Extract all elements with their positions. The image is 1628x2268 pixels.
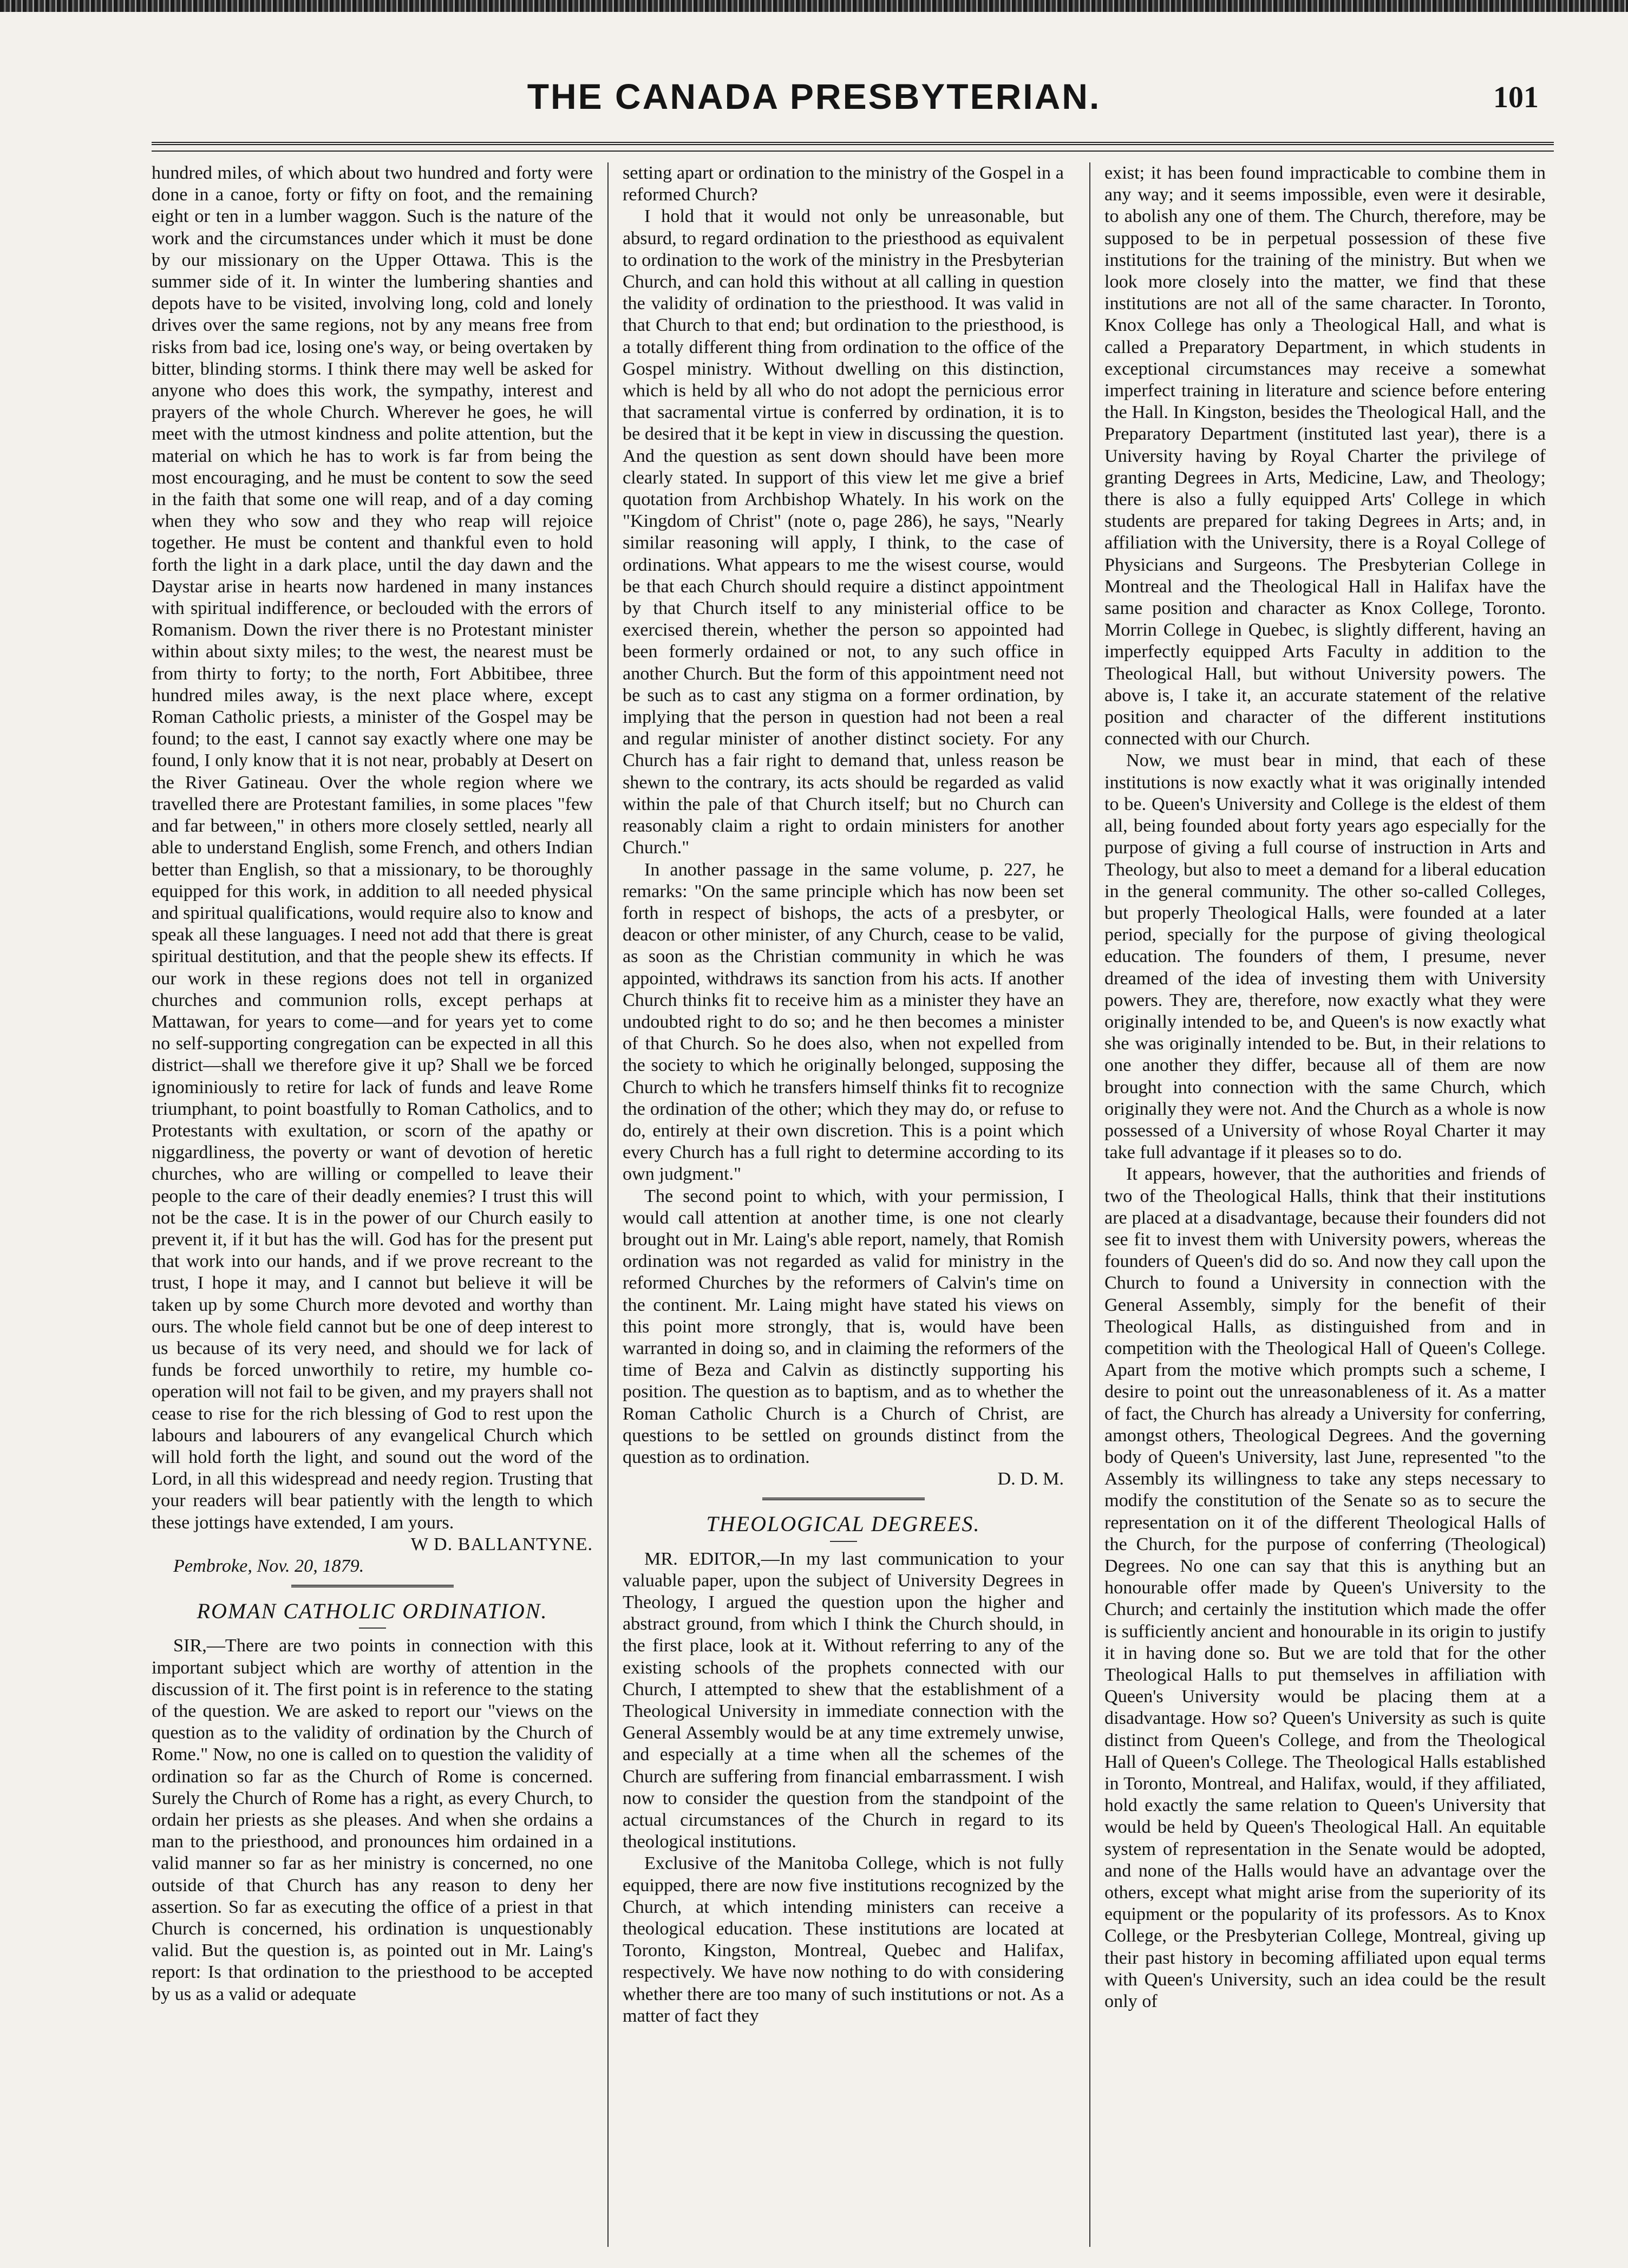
column-2 bbox=[623, 162, 1064, 2250]
column-3 bbox=[1104, 162, 1546, 2250]
heading-rule bbox=[359, 1628, 386, 1629]
column-1 bbox=[152, 162, 593, 2250]
article-paragraph: exist; it has been found impracticable to combine them in any way; and it seems impossible, even were it desirable, to abolish any one of them. The Church, therefore, may be supposed to be in perpetual possession of these five institutions for the training of the ministry. But when we look more closely into the matter, we find that these institutions are not all of the same character. In Toronto, Knox College has only a Theological Hall, and what is called a Preparatory Department, in which students in exceptional circumstances may receive a somewhat imperfect training in literature and science before entering the Hall. In Kingston, besides the Theological Hall, and the Preparatory Department (instituted last year), there is a University having by Royal Charter the privilege of granting Degrees in Arts, Medicine, Law, and Theology; there is also a fully equipped Arts' College in which students are prepared for taking Degrees in Arts; and, in affiliation with the University, there is a Royal College of Physicians and Surgeons. The Presbyterian College in Montreal and the Theological Hall in Halifax have the same position and character as Knox College, Toronto. Morrin College in Quebec, is slightly different, having an imperfectly equipped Arts Faculty in addition to the Theological Hall, but without University powers. The above is, I take it, an accurate statement of the relative position and character of the different institutions connected with our Church. bbox=[1104, 163, 1546, 749]
article-paragraph: MR. EDITOR,—In my last communication to your valuable paper, upon the subject of University Degrees in Theology, I argued the question upon the higher and abstract ground, from which I think the Church should, in the first place, look at it. Without referring to any of the existing schools of the prophets connected with our Church, I attempted to shew that the establishment of a Theological University in immediate connection with the General Assembly would be at any time extremely unwise, and especially at a time when all the schemes of the Church are suffering from financial embarrassment. I wish now to consider the question from the standpoint of the actual circumstances of the Church in regard to its theological institutions. bbox=[623, 1548, 1064, 1852]
signature-name: W D. BALLANTYNE. bbox=[410, 1534, 593, 1554]
article-paragraph: Exclusive of the Manitoba College, which is not fully equipped, there are now five institutions recognized by the Church, at which intending ministers can receive a theological education. These institutions are located at Toronto, Kingston, Montreal, Quebec and Halifax, respectively. We have now nothing to do with considering whether there are too many of such institutions or not. As a matter of fact they bbox=[623, 1853, 1064, 2026]
article-paragraph: Now, we must bear in mind, that each of these institutions is now exactly what it was originally intended to be. Queen's University and College is the eldest of them all, being founded about forty years ago especially for the purpose of giving a full course of instruction in Arts and Theology, but also to meet a demand for a liberal education in the general community. The other so-called Colleges, but properly Theological Halls, were founded at a later period, specially for the purpose of giving theological education. The founders of them, I presume, never dreamed of the idea of investing them with University powers. They are, therefore, now exactly what they were originally intended to be, and Queen's is now exactly what she was originally intended to be. But, in their relations to one another they differ, because all of them are now brought into connection with the same Church, which originally they were not. And the Church as a whole is now possessed of a University of whose Royal Charter it may take full advantage if it pleases so to do. bbox=[1104, 750, 1546, 1163]
article-paragraph: SIR,—There are two points in connection with this important subject which are worthy of attention in the discussion of it. The first point is in reference to the stating of the question. We are asked to report our "views on the question as to the validity of ordination by the Church of Rome." Now, no one is called on to question the validity of ordination so far as the Church of Rome is concerned. Surely the Church of Rome has a right, as every Church, to ordain her priests as she pleases. And when she ordains a man to the priesthood, and pronounces him ordained in a valid manner so far as her ministry is concerned, no one outside of that Church has any reason to deny her assertion. So far as executing the office of a priest in that Church is concerned, his ordination is unquestionably valid. But the question is, as pointed out in Mr. Laing's report: Is that ordination to the priesthood to be accepted by us as a valid or adequate bbox=[152, 1636, 593, 2004]
page-number: 101 bbox=[1493, 81, 1539, 114]
letter-dateline: Pembroke, Nov. 20, 1879. bbox=[173, 1556, 364, 1576]
letter-signature bbox=[152, 1534, 593, 1555]
section-separator bbox=[291, 1585, 454, 1591]
article-paragraph: The second point to which, with your permission, I would call attention at another time, is one not clearly brought out in Mr. Laing's able report, namely, that Romish ordination was not regarded as valid for ministry in the reformed Churches by the reformers of Calvin's time on the continent. Mr. Laing might have stated his views on this point more strongly, that is, would have been warranted in doing so, and in claiming the reformers of the time of Beza and Calvin as distinctly supporting his position. The question as to baptism, and as to whether the Roman Catholic Church is a Church of Christ, are questions to be settled on grounds distinct from the question as to ordination. bbox=[623, 1186, 1064, 1467]
article-heading: THEOLOGICAL DEGREES. bbox=[706, 1512, 980, 1537]
top-border-band bbox=[0, 0, 1628, 12]
column-divider bbox=[607, 162, 609, 2247]
article-signature bbox=[623, 1468, 1064, 1490]
header-rule bbox=[152, 151, 1554, 152]
column-divider bbox=[1089, 162, 1090, 2247]
signature-initials: D. D. M. bbox=[997, 1469, 1064, 1489]
article-paragraph: setting apart or ordination to the ministry of the Gospel in a reformed Church? bbox=[623, 163, 1064, 205]
heading-rule bbox=[830, 1541, 857, 1542]
page-header bbox=[0, 76, 1628, 135]
article-paragraph: It appears, however, that the authorities and friends of two of the Theological Halls, think that their institutions are placed at a disadvantage, because their founders did not see fit to invest them with University powers, whereas the founders of Queen's did do so. And now they call upon the Church to found a University in connection with the General Assembly, simply for the benefit of their Theological Halls, as distinguished from and in competition with the Theological Hall of Queen's College. Apart from the motive which prompts such a scheme, I desire to point out the unreasonableness of it. As a matter of fact, the Church has already a University for conferring, amongst others, Theological Degrees. And the governing body of Queen's University, last June, represented "to the Assembly its willingness to take any steps necessary to modify the constitution of the Senate so as to secure the representation on it of the different Theological Halls of the Church, for the purpose of conferring (Theological) Degrees. No one can say that this is anything but an honourable offer made by Queen's University to the Church; and certainly the institution which made the offer is sufficiently ancient and honourable in its origin to justify it in having done so. But we are told that for the other Theological Halls to put themselves in affiliation with Queen's University would be placing them at a disadvantage. How so? Queen's University as such is quite distinct from Queen's College, and from the Theological Hall of Queen's College. The Theological Halls established in Toronto, Montreal, and Halifax, would, if they affiliated, hold exactly the same relation to Queen's University that would be held by Queen's Theological Hall. An equitable system of representation in the Senate would be adopted, and none of the Halls would have an advantage over the others, except what might arise from the superiority of its equipment or the popularity of its professors. As to Knox College, or the Presbyterian College, Montreal, giving up their past history in becoming affiliated upon equal terms with Queen's University, such an idea could be the result only of bbox=[1104, 1164, 1546, 2012]
article-paragraph: In another passage in the same volume, p. 227, he remarks: "On the same principle which has now been set forth in respect of bishops, the acts of a presbyter, or deacon or other minister, of any Church, cease to be valid, as soon as the Christian community in which he was appointed, withdraws its sanction from his acts. If another Church thinks fit to receive him as a minister they have an undoubted right to do so; and he then becomes a minister of that Church. So he does also, when not expelled from the society to which he originally belonged, supposing the Church to which he transfers himself thinks fit to recognize the ordination of the other; which they may do, or refuse to do, entirely at their own discretion. This is a point which every Church has a full right to determine according to its own judgment." bbox=[623, 859, 1064, 1185]
letter-body: hundred miles, of which about two hundred and forty were done in a canoe, forty or fifty on foot, and the remaining eight or ten in a lumber waggon. Such is the nature of the work and the circumstances under which it must be done by our missionary on the Upper Ottawa. This is the summer side of it. In winter the lumbering shanties and depots have to be visited, involving long, cold and lonely drives over the same regions, not by any means free from risks from bad ice, losing one's way, or being overtaken by bitter, blinding storms. I think there may well be asked for anyone who does this work, the sympathy, interest and prayers of the whole Church. Wherever he goes, he will meet with the utmost kindness and polite attention, but the material on which he has to work is far from being the most encouraging, and he must be content to sow the seed in the faith that some one will reap, and of a day coming when they who sow and they who reap will rejoice together. He must be content and thankful even to hold forth the light in a dark place, until the day dawn and the Daystar arise in hearts now hardened in many instances with spiritual indifference, or beclouded with the errors of Romanism. Down the river there is no Protestant minister within about sixty miles; to the west, the nearest must be from thirty to forty; to the north, Fort Abbitibee, three hundred miles away, is the next place where, except Roman Catholic priests, a minister of the Gospel may be found; to the east, I cannot say exactly where one may be found, I only know that it is not near, probably at Desert on the River Gatineau. Over the whole region where we travelled there are Protestant families, in some places "few and far between," in others more closely settled, nearly all able to understand English, some French, and others Indian better than English, so that a missionary, to be thoroughly equipped for this work, in addition to all needed physical and spiritual qualifications, would require also to know and speak all these languages. I need not add that there is great spiritual destitution, and that the people shew its effects. If our work in these regions does not tell in organized churches and communion rolls, except perhaps at Mattawan, for years to come—and for years yet to come no self-supporting congregation can be expected in all this district—shall we therefore give it up? Shall we be forced ignominiously to retire for lack of funds and leave Rome triumphant, to point boastfully to Roman Catholics, and to Protestants with exultation, or scorn of the apathy or niggardliness, the poverty or want of devotion of heretic churches, who are willing or compelled to leave their people to the care of their deadly enemies? I trust this will not be the case. It is in the power of our Church easily to prevent it, if it but has the will. God has for the present put that work into our hands, and if we prove recreant to the trust, I hope it may, and I cannot but believe it will be taken up by some Church more devoted and worthy than ours. The whole field cannot but be one of deep interest to us because of its very need, and should we for lack of funds be forced unworthily to retire, my humble co-operation will not fail to be given, and my prayers shall not cease to rise for the rich blessing of God to rest upon the labours and labourers of any evangelical Church which will hold forth the light, and sound out the word of the Lord, in all this widespread and needy region. Trusting that your readers will bear patiently with the length to which these jottings have extended, I am yours. bbox=[152, 163, 593, 1533]
header-double-rule bbox=[152, 142, 1554, 145]
article-heading: ROMAN CATHOLIC ORDINATION. bbox=[197, 1599, 548, 1624]
masthead-title: THE CANADA PRESBYTERIAN. bbox=[527, 76, 1101, 116]
section-separator bbox=[762, 1498, 925, 1504]
article-paragraph: I hold that it would not only be unreasonable, but absurd, to regard ordination to the priesthood as equivalent to ordination to the work of the ministry in the Presbyterian Church, and can hold this without at all calling in question the validity of ordination to the priesthood. It was valid in that Church to that end; but ordination to the priesthood, is a totally different thing from ordination to the office of the Gospel ministry. Without dwelling on this distinction, which is held by all who do not adopt the pernicious error that sacramental virtue is conferred by ordination, it is to be desired that it be kept in view in discussing the question. And the question as sent down should have been more clearly stated. In support of this view let me give a brief quotation from Archbishop Whately. In his work on the "Kingdom of Christ" (note o, page 286), he says, "Nearly similar reasoning will apply, I think, to the case of ordinations. What appears to me the wisest course, would be that each Church should require a distinct appointment by that Church itself to any ministerial office to be exercised therein, whether the person so appointed had been formerly ordained or not, to any such office in another Church. But the form of this appointment need not be such as to cast any stigma on a former ordination, by implying that the person in question had not been a real and regular minister of another distinct society. For any Church has a fair right to demand that, unless reason be shewn to the contrary, its acts should be regarded as valid within the pale of that Church itself; but no Church can reasonably claim a right to ordain ministers for another Church." bbox=[623, 206, 1064, 858]
